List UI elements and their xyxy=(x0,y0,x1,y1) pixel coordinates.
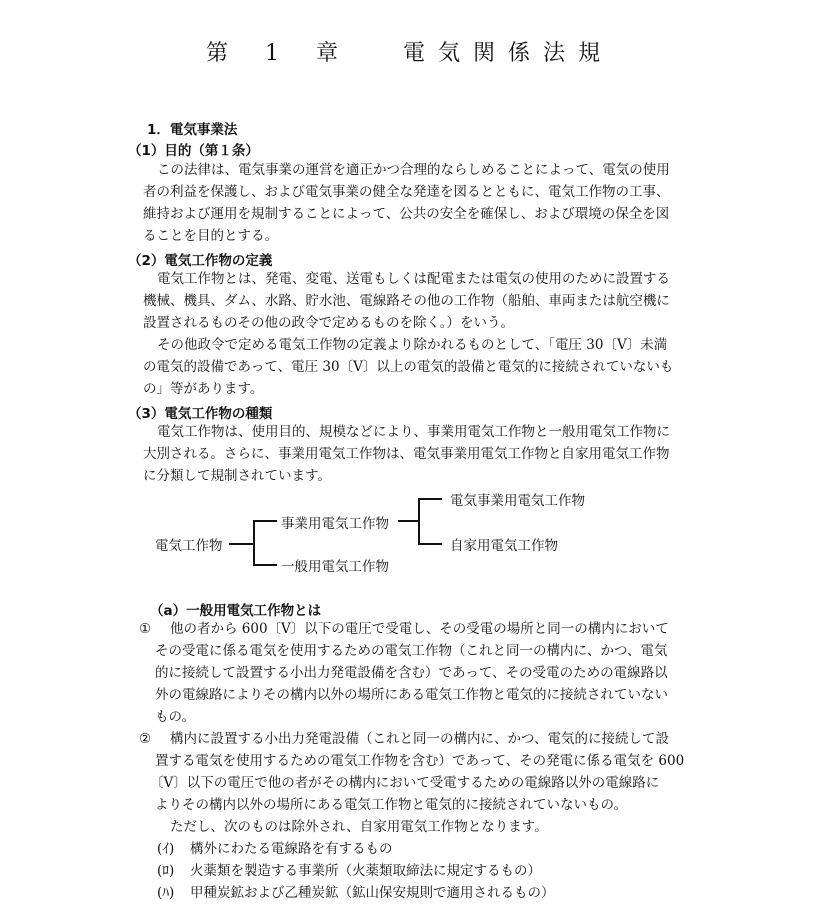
tree-business: 事業用電気工作物 xyxy=(281,516,389,532)
exclusion-item: 甲種炭鉱および乙種炭鉱（鉱山保安規則で適用されるもの） xyxy=(190,885,555,901)
tree-utility: 電気事業用電気工作物 xyxy=(450,493,585,509)
definition-line: の」等があります。 xyxy=(143,381,264,397)
types-line: に分類して規制されています。 xyxy=(143,468,331,484)
purpose-line: この法律は、電気事業の運営を適正かつ合理的ならしめることによって、電気の使用 xyxy=(157,162,670,178)
chapter-number: 第 1 章 xyxy=(206,41,353,66)
tree-connector xyxy=(229,543,254,545)
definition-line: 機械、機具、ダム、水路、貯水池、電線路その他の工作物（船舶、車両または航空機に xyxy=(143,293,670,309)
exclusion-item: 火薬類を製造する事業所（火薬類取締法に規定するもの） xyxy=(190,863,541,879)
purpose-line: ることを目的とする。 xyxy=(143,228,278,244)
section-heading: 1．電気事業法 xyxy=(147,122,238,138)
exclusion-marker: (ﾊ) xyxy=(157,885,175,901)
general-def-heading: （a）一般用電気工作物とは xyxy=(150,603,322,619)
definition-line: 設置されるものその他の政令で定めるものを除く。）をいう。 xyxy=(143,315,514,331)
item-marker: ② xyxy=(139,731,152,747)
item2-line: 〔V〕以下の電圧で他の者がその構内において受電するための電線路以外の電線路に xyxy=(150,775,660,791)
tree-connector xyxy=(253,564,277,566)
tree-connector xyxy=(253,520,277,522)
purpose-heading: （1）目的（第１条） xyxy=(128,143,259,159)
definition-line: の電気的設備であって、電圧 30〔V〕以上の電気的設備と電気的に接続されていないも xyxy=(143,359,674,375)
tree-private: 自家用電気工作物 xyxy=(450,538,558,554)
types-line: 電気工作物は、使用目的、規模などにより、事業用電気工作物と一般用電気工作物に xyxy=(157,424,670,440)
definition-heading: （2）電気工作物の定義 xyxy=(128,253,273,269)
item1-line: 他の者から 600〔V〕以下の電圧で受電し、その受電の場所と同一の構内において xyxy=(170,621,669,637)
exclusion-item: 構外にわたる電線路を有するもの xyxy=(190,841,393,857)
exclusion-marker: (ﾛ) xyxy=(157,863,175,879)
exclusion-intro: ただし、次のものは除外され、自家用電気工作物となります。 xyxy=(170,819,548,835)
definition-line: その他政令で定める電気工作物の定義より除かれるものとして、「電圧 30〔V〕未満 xyxy=(157,337,668,353)
item1-line: 外の電線路によりその構内以外の場所にある電気工作物と電気的に接続されていない xyxy=(155,687,668,703)
exclusion-marker: (ｲ) xyxy=(157,841,175,857)
types-heading: （3）電気工作物の種類 xyxy=(128,406,273,422)
item1-line: 的に接続して設置する小出力発電設備を含む）であって、その受電のための電線路以 xyxy=(155,665,668,681)
tree-connector xyxy=(418,498,420,544)
tree-connector xyxy=(398,520,419,522)
purpose-line: 維持および運用を規制することによって、公共の安全を確保し、および環境の保全を図 xyxy=(143,206,670,222)
tree-general: 一般用電気工作物 xyxy=(281,559,389,575)
tree-connector xyxy=(418,498,442,500)
purpose-line: 者の利益を保護し、および電気事業の健全な発達を図るとともに、電気工作物の工事、 xyxy=(143,184,670,200)
item1-line: その受電に係る電気を使用するための電気工作物（これと同一の構内に、かつ、電気 xyxy=(155,643,668,659)
item-marker: ① xyxy=(139,621,152,637)
tree-connector xyxy=(253,520,255,565)
tree-connector xyxy=(418,543,442,545)
definition-line: 電気工作物とは、発電、変電、送電もしくは配電または電気の使用のために設置する xyxy=(157,271,670,287)
chapter-title xyxy=(0,36,819,67)
tree-root: 電気工作物 xyxy=(155,538,223,554)
chapter-name: 電気関係法規 xyxy=(402,41,613,66)
item2-line: よりその構内以外の場所にある電気工作物と電気的に接続されていないもの。 xyxy=(155,797,627,813)
types-line: 大別される。さらに、事業用電気工作物は、電気事業用電気工作物と自家用電気工作物 xyxy=(143,446,670,462)
item2-line: 置する電気を使用するための電気工作物を含む）であって、その発電に係る電気を 600 xyxy=(155,753,685,769)
item1-line: もの。 xyxy=(155,709,195,725)
item2-line: 構内に設置する小出力発電設備（これと同一の構内に、かつ、電気的に接続して設 xyxy=(170,731,669,747)
